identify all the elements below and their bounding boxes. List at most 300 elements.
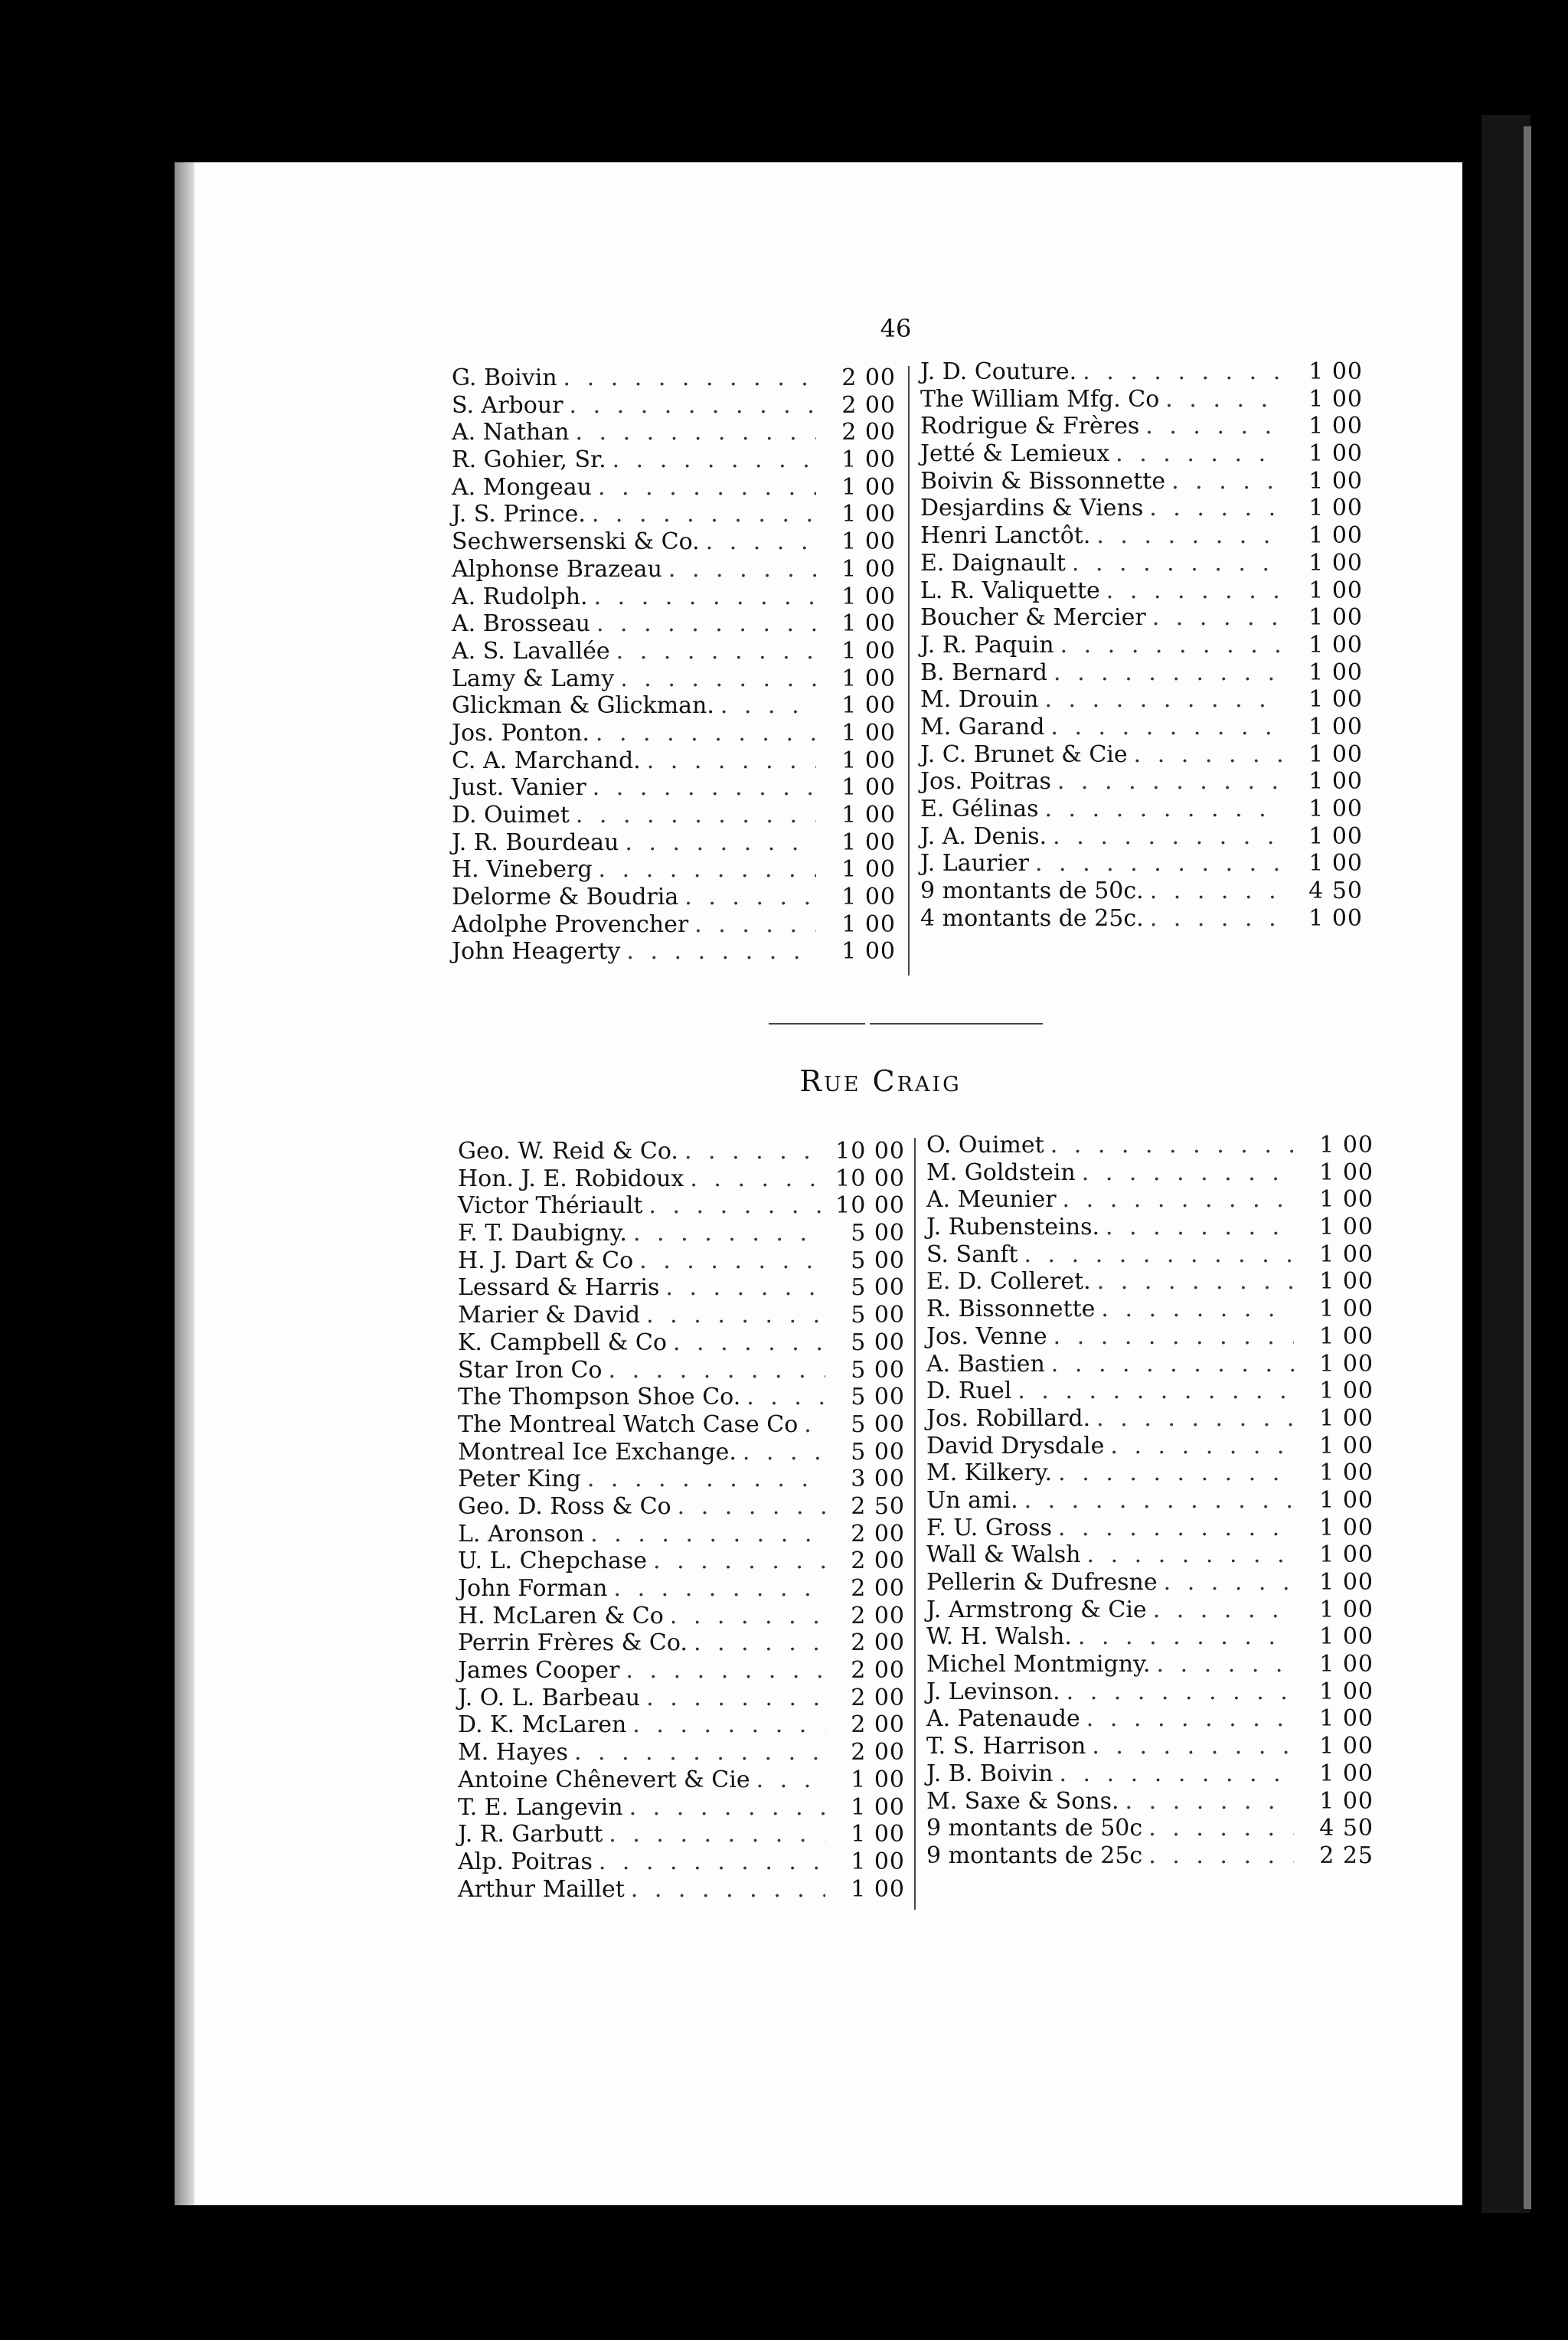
dot-leader (570, 392, 817, 420)
list-item (926, 1760, 1374, 1788)
list-item (458, 1821, 905, 1848)
entry-name: M. Drouin (920, 686, 1039, 714)
entry-amount: 1 00 (1319, 1623, 1374, 1651)
entry-amount: 2 00 (851, 1711, 905, 1739)
list-item (458, 1466, 905, 1493)
entry-name: F. U. Gross (926, 1514, 1052, 1541)
adjacent-page-highlight (1524, 126, 1531, 2209)
entry-name: T. S. Harrison (926, 1733, 1086, 1760)
list-item (458, 1192, 905, 1220)
entry-name: J. S. Prince. (452, 501, 586, 528)
entry-name: Jos. Robillard. (926, 1404, 1091, 1432)
dot-leader (587, 1466, 825, 1493)
entry-amount: 1 00 (1308, 740, 1363, 768)
list-item (452, 829, 896, 857)
entry-name: J. Armstrong & Cie (926, 1596, 1147, 1623)
dot-leader (1063, 1186, 1294, 1214)
entry-amount: 1 00 (1319, 1186, 1374, 1214)
entry-name: John Forman (458, 1575, 608, 1602)
dot-leader (1058, 1459, 1294, 1487)
page-binding-shadow (175, 162, 194, 2205)
list-item (458, 1357, 905, 1384)
entry-name: Adolphe Provencher (452, 910, 689, 938)
entry-amount: 1 00 (841, 910, 896, 938)
dot-leader (629, 1794, 825, 1822)
entry-name: Jos. Poitras (920, 768, 1051, 796)
dot-leader (631, 1876, 825, 1904)
entry-name: The William Mfg. Co (920, 385, 1160, 413)
list-item (926, 1623, 1374, 1651)
list-item (926, 1788, 1374, 1815)
dot-leader (1057, 768, 1283, 796)
dot-leader (592, 501, 816, 528)
list-item (926, 1351, 1374, 1378)
list-item (926, 1705, 1374, 1733)
entry-name: The Thompson Shoe Co. (458, 1384, 741, 1411)
list-item (926, 1433, 1374, 1460)
entry-name: A. Nathan (452, 419, 570, 446)
entry-amount: 1 00 (1319, 1159, 1374, 1186)
section1-right-column (920, 358, 1363, 932)
list-item (920, 878, 1363, 905)
dot-leader (1059, 1760, 1294, 1788)
entry-amount: 1 00 (1319, 1541, 1374, 1569)
dot-leader (1125, 1788, 1294, 1815)
entry-amount: 1 00 (1319, 1760, 1374, 1787)
list-item (920, 386, 1363, 413)
list-item (926, 1459, 1374, 1487)
list-item (920, 468, 1363, 495)
dot-leader (612, 446, 816, 474)
list-item (926, 1733, 1374, 1760)
dot-leader (678, 1493, 825, 1521)
entry-name: L. Aronson (458, 1520, 585, 1547)
entry-amount: 1 00 (1319, 1268, 1374, 1296)
dot-leader (1054, 1323, 1294, 1351)
list-item (452, 474, 896, 502)
dot-leader (1157, 1651, 1294, 1678)
dot-leader (1087, 1541, 1294, 1569)
section2-left-column (458, 1138, 905, 1903)
list-item (458, 1165, 905, 1193)
list-item (458, 1220, 905, 1247)
list-item (920, 577, 1363, 605)
entry-name: David Drysdale (926, 1432, 1105, 1459)
entry-amount: 1 00 (1308, 631, 1363, 659)
entry-amount: 2 00 (851, 1602, 905, 1629)
section-title: Rue Craig (799, 1064, 962, 1098)
list-item (920, 522, 1363, 550)
entry-amount: 1 00 (1308, 604, 1363, 632)
entry-name: B. Bernard (920, 659, 1048, 686)
dot-leader (1145, 413, 1283, 440)
entry-amount: 1 00 (1319, 1705, 1374, 1733)
entry-amount: 1 00 (1319, 1404, 1374, 1432)
entry-amount: 1 00 (841, 774, 896, 802)
entry-name: T. E. Langevin (458, 1793, 623, 1821)
entry-name: S. Arbour (452, 391, 564, 419)
entry-amount: 10 00 (835, 1138, 905, 1165)
list-item (452, 528, 896, 556)
dot-leader (1050, 1132, 1294, 1159)
list-item (458, 1521, 905, 1548)
entry-name: D. K. McLaren (458, 1711, 627, 1739)
entry-amount: 1 00 (1308, 768, 1363, 796)
entry-name: Alphonse Brazeau (452, 555, 662, 583)
dot-leader (1067, 1678, 1294, 1706)
list-item (920, 768, 1363, 796)
dot-leader (746, 1384, 825, 1411)
dot-leader (648, 1192, 825, 1220)
entry-name: C. A. Marchand. (452, 747, 641, 774)
dot-leader (599, 1848, 825, 1876)
entry-amount: 2 00 (851, 1684, 905, 1711)
entry-name: E. Gélinas (920, 796, 1039, 822)
dot-leader (1058, 1515, 1294, 1542)
entry-name: A. S. Lavallée (452, 637, 610, 665)
entry-name: John Heagerty (452, 938, 621, 966)
dot-leader (594, 583, 816, 611)
dot-leader (1078, 1623, 1294, 1651)
dot-leader (609, 1357, 826, 1384)
entry-amount: 1 00 (841, 446, 896, 474)
entry-amount: 1 00 (851, 1848, 905, 1875)
entry-name: J. R. Bourdeau (452, 828, 619, 856)
list-item (926, 1678, 1374, 1706)
entry-amount: 1 00 (1308, 440, 1363, 468)
entry-name: Henri Lanctôt. (920, 522, 1091, 550)
list-item (458, 1766, 905, 1794)
dot-leader (1053, 823, 1283, 851)
dot-leader (1082, 1159, 1294, 1187)
entry-name: U. L. Chepchase (458, 1547, 647, 1575)
dot-leader (1148, 1815, 1294, 1842)
list-item (926, 1268, 1374, 1296)
dot-leader (1050, 714, 1283, 741)
entry-amount: 2 00 (841, 391, 896, 419)
dot-leader (1035, 850, 1283, 878)
entry-name: Arthur Maillet (458, 1875, 625, 1903)
list-item (458, 1711, 905, 1739)
entry-name: 9 montants de 50c. (920, 878, 1144, 905)
list-item (452, 419, 896, 446)
dot-leader (1116, 440, 1283, 468)
entry-name: O. Ouimet (926, 1132, 1044, 1159)
list-item (452, 638, 896, 665)
dot-leader (575, 419, 816, 446)
dot-leader (665, 1274, 825, 1302)
list-item (458, 1302, 905, 1329)
entry-name: Jos. Venne (926, 1322, 1047, 1350)
dot-leader (632, 1711, 825, 1739)
list-item (452, 501, 896, 528)
entry-amount: 1 00 (841, 884, 896, 911)
list-item (920, 686, 1363, 714)
entry-amount: 1 00 (1319, 1678, 1374, 1705)
dot-leader (647, 747, 816, 775)
list-item (452, 665, 896, 693)
dot-leader (596, 610, 816, 638)
dot-leader (1044, 796, 1283, 823)
entry-name: H. McLaren & Co (458, 1602, 664, 1629)
list-item (926, 1815, 1374, 1842)
dot-leader (590, 1521, 825, 1548)
entry-amount: 1 00 (1308, 713, 1363, 740)
entry-name: Hon. J. E. Robidoux (458, 1165, 684, 1192)
dot-leader (668, 556, 816, 583)
entry-name: R. Gohier, Sr. (452, 446, 606, 474)
entry-amount: 1 00 (841, 555, 896, 583)
list-item (452, 938, 896, 966)
entry-name: H. Vineberg (452, 856, 593, 884)
entry-amount: 10 00 (835, 1192, 905, 1220)
dot-leader (1096, 1405, 1294, 1433)
entry-name: Montreal Ice Exchange. (458, 1438, 737, 1466)
entry-amount: 1 00 (1319, 1596, 1374, 1623)
entry-amount: 4 50 (1308, 878, 1363, 905)
dot-leader (598, 474, 816, 502)
list-item (926, 1214, 1374, 1241)
entry-name: M. Saxe & Sons. (926, 1787, 1119, 1815)
dot-leader (1148, 1842, 1294, 1870)
entry-name: J. C. Brunet & Cie (920, 740, 1128, 768)
list-item (920, 440, 1363, 468)
entry-amount: 1 00 (841, 583, 896, 610)
dot-leader (1051, 1351, 1294, 1378)
entry-amount: 1 00 (1319, 1350, 1374, 1378)
entry-amount: 1 00 (841, 501, 896, 528)
dot-leader (1165, 386, 1283, 413)
entry-name: Geo. W. Reid & Co. (458, 1138, 678, 1165)
entry-amount: 2 00 (851, 1629, 905, 1657)
list-item (920, 741, 1363, 769)
list-item (920, 823, 1363, 851)
list-item (458, 1274, 905, 1302)
entry-amount: 5 00 (851, 1329, 905, 1356)
list-item (452, 884, 896, 911)
entry-name: M. Hayes (458, 1739, 568, 1766)
entry-name: J. A. Denis. (920, 822, 1047, 850)
list-item (920, 796, 1363, 823)
entry-name: Jos. Ponton. (452, 719, 590, 747)
list-item (452, 911, 896, 939)
entry-name: W. H. Walsh. (926, 1623, 1072, 1651)
entry-name: F. T. Daubigny. (458, 1220, 627, 1247)
entry-amount: 1 00 (1319, 1514, 1374, 1541)
entry-name: 4 montants de 25c. (920, 904, 1144, 932)
list-item (920, 659, 1363, 687)
entry-name: Delorme & Boudria (452, 884, 679, 911)
entry-amount: 1 00 (1308, 467, 1363, 495)
entry-amount: 4 50 (1319, 1815, 1374, 1842)
dot-leader (1149, 495, 1283, 522)
entry-name: J. Laurier (920, 850, 1029, 878)
list-item (452, 610, 896, 638)
list-item (458, 1384, 905, 1411)
list-item (458, 1247, 905, 1275)
entry-name: James Cooper (458, 1657, 620, 1685)
list-item (926, 1323, 1374, 1351)
entry-amount: 5 00 (851, 1302, 905, 1329)
dot-leader (1152, 604, 1283, 632)
list-item (926, 1569, 1374, 1596)
entry-name: E. Daignault (920, 549, 1066, 577)
dot-leader (1072, 550, 1283, 577)
list-item (926, 1378, 1374, 1405)
entry-name: Perrin Frères & Co. (458, 1629, 688, 1657)
entry-amount: 1 00 (841, 637, 896, 665)
entry-name: Alp. Poitras (458, 1848, 593, 1875)
entry-name: E. D. Colleret. (926, 1268, 1091, 1296)
list-item (458, 1739, 905, 1766)
entry-amount: 2 00 (841, 364, 896, 391)
dot-leader (1024, 1487, 1294, 1515)
list-item (452, 446, 896, 474)
dot-leader (1054, 659, 1283, 687)
dot-leader (673, 1329, 825, 1357)
list-item (926, 1596, 1374, 1624)
entry-amount: 1 00 (841, 856, 896, 884)
list-item (920, 714, 1363, 741)
list-item (452, 747, 896, 775)
entry-name: H. J. Dart & Co (458, 1247, 634, 1274)
entry-amount: 1 00 (1308, 850, 1363, 878)
dot-leader (720, 692, 816, 720)
entry-amount: 1 00 (1308, 413, 1363, 440)
list-item (452, 392, 896, 420)
entry-name: Desjardins & Viens (920, 495, 1144, 522)
entry-amount: 1 00 (1319, 1651, 1374, 1678)
entry-amount: 1 00 (851, 1793, 905, 1821)
entry-amount: 2 00 (851, 1739, 905, 1766)
entry-name: R. Bissonnette (926, 1296, 1096, 1323)
list-item (452, 856, 896, 884)
list-item (458, 1603, 905, 1630)
entry-amount: 1 00 (841, 747, 896, 774)
list-item (920, 604, 1363, 632)
dot-leader (625, 829, 816, 857)
entry-name: Rodrigue & Frères (920, 413, 1140, 440)
entry-name: J. D. Couture. (920, 358, 1077, 385)
entry-amount: 1 00 (851, 1875, 905, 1903)
entry-name: Lamy & Lamy (452, 665, 615, 692)
dot-leader (626, 1657, 825, 1685)
dot-leader (574, 1739, 825, 1766)
list-item (458, 1411, 905, 1439)
entry-amount: 1 00 (1319, 1569, 1374, 1596)
list-item (458, 1575, 905, 1603)
entry-amount: 1 00 (1308, 659, 1363, 686)
dot-leader (633, 1220, 825, 1247)
page-number: 46 (880, 314, 912, 343)
list-item (458, 1848, 905, 1876)
entry-amount: 1 00 (1319, 1240, 1374, 1268)
dot-leader (596, 720, 816, 747)
entry-amount: 1 00 (1308, 904, 1363, 932)
entry-amount: 1 00 (841, 802, 896, 828)
entry-amount: 2 00 (851, 1547, 905, 1575)
dot-leader (743, 1439, 825, 1466)
entry-name: L. R. Valiquette (920, 577, 1100, 604)
list-item (920, 632, 1363, 659)
entry-name: M. Goldstein (926, 1159, 1076, 1186)
dot-leader (593, 774, 816, 802)
list-item (458, 1493, 905, 1521)
list-item (458, 1138, 905, 1165)
section-separator-right (870, 1023, 1043, 1025)
list-item (458, 1329, 905, 1357)
entry-amount: 1 00 (1308, 686, 1363, 714)
entry-amount: 1 00 (1319, 1296, 1374, 1323)
dot-leader (684, 1138, 825, 1165)
list-item (926, 1515, 1374, 1542)
entry-amount: 5 00 (851, 1247, 905, 1274)
dot-leader (690, 1165, 825, 1193)
list-item (452, 692, 896, 720)
entry-amount: 1 00 (1308, 549, 1363, 577)
list-item (926, 1405, 1374, 1433)
entry-amount: 1 00 (841, 528, 896, 556)
entry-amount: 1 00 (1319, 1432, 1374, 1459)
dot-leader (1086, 1705, 1294, 1733)
dot-leader (614, 1575, 826, 1603)
list-item (926, 1842, 1374, 1870)
list-item (458, 1685, 905, 1712)
section1-left-column (452, 364, 896, 966)
dot-leader (1083, 358, 1283, 386)
list-item (458, 1629, 905, 1657)
dot-leader (653, 1547, 825, 1575)
dot-leader (804, 1411, 825, 1439)
entry-name: Boivin & Bissonnette (920, 467, 1166, 495)
dot-leader (1018, 1378, 1294, 1405)
section-separator-left (769, 1023, 865, 1025)
list-item (926, 1241, 1374, 1269)
entry-amount: 2 00 (851, 1657, 905, 1685)
entry-amount: 3 00 (851, 1466, 905, 1493)
list-item (920, 495, 1363, 522)
dot-leader (639, 1247, 825, 1275)
dot-leader (1101, 1296, 1294, 1323)
entry-name: K. Campbell & Co (458, 1329, 667, 1356)
dot-leader (1106, 577, 1283, 605)
entry-name: G. Boivin (452, 364, 557, 391)
entry-name: D. Ruel (926, 1378, 1012, 1405)
list-item (452, 720, 896, 747)
entry-name: Boucher & Mercier (920, 604, 1146, 632)
entry-amount: 1 00 (1319, 1132, 1374, 1159)
list-item (458, 1439, 905, 1466)
list-item (926, 1541, 1374, 1569)
entry-amount: 2 00 (851, 1520, 905, 1547)
dot-leader (694, 911, 816, 939)
section1-column-divider (908, 366, 910, 976)
list-item (926, 1651, 1374, 1678)
entry-amount: 1 00 (1308, 822, 1363, 850)
list-item (452, 774, 896, 802)
entry-amount: 1 00 (1308, 796, 1363, 822)
entry-name: A. Bastien (926, 1350, 1045, 1378)
dot-leader (609, 1821, 825, 1848)
dot-leader (756, 1766, 825, 1794)
entry-amount: 1 00 (1319, 1486, 1374, 1514)
entry-name: Jetté & Lemieux (920, 440, 1110, 468)
section2-right-column (926, 1132, 1374, 1870)
list-item (452, 364, 896, 392)
list-item (452, 583, 896, 611)
entry-name: J. R. Paquin (920, 631, 1054, 659)
entry-name: A. Mongeau (452, 473, 593, 501)
